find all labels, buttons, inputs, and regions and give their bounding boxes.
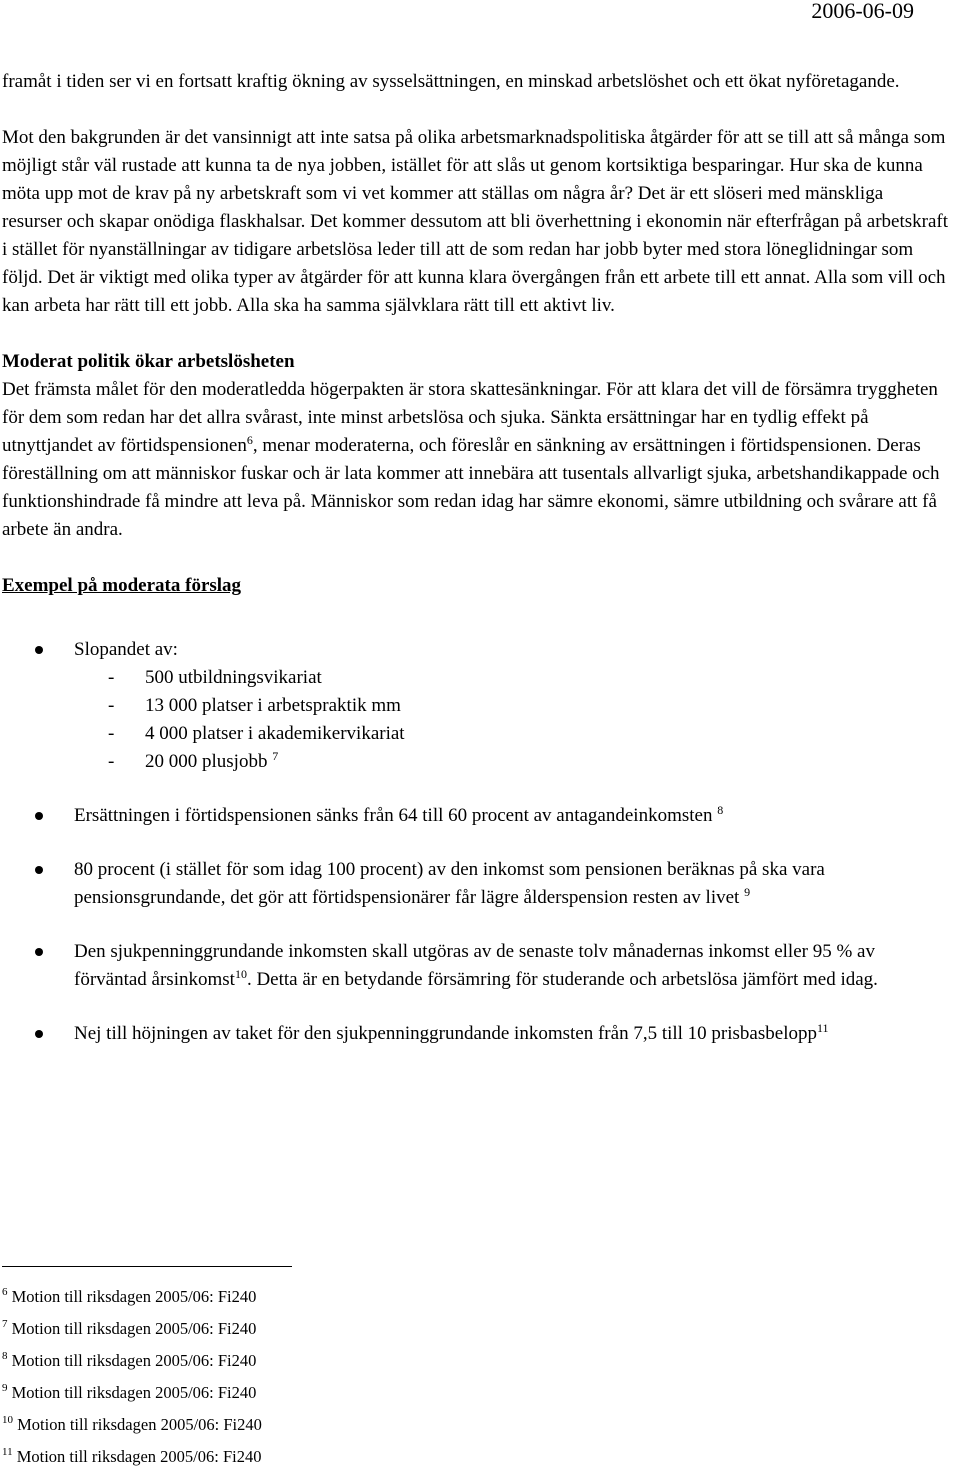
- sub-list-item: [108, 720, 948, 748]
- footnote-text: Motion till riksdagen 2005/06: Fi240: [13, 1415, 262, 1434]
- footnote-number: 6: [2, 1286, 8, 1298]
- sub-list-item: [108, 692, 948, 720]
- footnote: [2, 1351, 262, 1383]
- document-body: [2, 68, 948, 1048]
- list-item-tail: . Detta är en betydande försämring för studerande och arbetslösa jämfört med idag.: [246, 969, 878, 990]
- footnote-ref-8: 8: [717, 803, 724, 817]
- footnote-text: Motion till riksdagen 2005/06: Fi240: [7, 1351, 257, 1370]
- list-item: [2, 802, 948, 830]
- footnote-divider: [2, 1266, 292, 1267]
- footnote: [2, 1287, 262, 1319]
- sub-list-item: [108, 664, 948, 692]
- footnote-number: 9: [2, 1382, 8, 1394]
- footnotes: [2, 1287, 262, 1479]
- footnote-text: Motion till riksdagen 2005/06: Fi240: [7, 1383, 257, 1402]
- bullet-icon: [35, 812, 43, 820]
- footnote-text: Motion till riksdagen 2005/06: Fi240: [7, 1287, 257, 1306]
- footnote-ref-7: 7: [272, 749, 279, 763]
- list-item-text: Ersättningen i förtidspensionen sänks från 64 till 60 procent av antagandeinkomsten: [74, 805, 718, 826]
- paragraph-text-b: , menar moderaterna, och föreslår en sänkning av ersättningen i förtidspensionen. Deras föreställning om att människor fuskar och är lata kommer att innebära att tusentals allvarligt sjuka, arbetshandikappade och funktionshindrade få mindre att leva på. Människor som redan idag har sämre ekonomi, sämre utbildning och svårare att få arbete än andra.: [2, 435, 940, 540]
- intro-paragraph: Mot den bakgrunden är det vansinnigt att inte satsa på olika arbetsmarknadspolitiska åtgärder för att se till att så många som möjligt står väl rustade att kunna ta de nya jobben, istället för att slås ut genom kortsiktiga besparingar. Hur ska de kunna möta upp mot de krav på ny arbetskraft som vi vet kommer att ställas om några år? Det är ett slöseri med mänskliga resurser och skapar onödiga flaskhalsar. Det kommer dessutom att bli överhettning i ekonomin när efterfrågan på arbetskraft i stället för nyanställningar av tidigare arbetslösa leder till att de som redan har jobb byter med stora löneglidningar som följd. Det är viktigt med olika typer av åtgärder för att kunna klara övergången från ett arbete till ett annat. Alla som vill och kan arbeta har rätt till ett jobb. Alla ska ha samma självklara rätt till ett aktivt liv.: [2, 127, 948, 316]
- paragraph-text-a: Det främsta målet för den moderatledda högerpakten är stora skattesänkningar. För att klara det vill de försämra tryggheten för dem som redan har det allra svårast, inte minst arbetslösa och sjuka. Sänkta ersättningar har en tydlig effekt på utnyttjandet av förtidspensionen: [2, 379, 938, 456]
- sub-list-item: [108, 748, 948, 776]
- bullet-icon: [35, 866, 43, 874]
- footnote-number: 8: [2, 1350, 8, 1362]
- list-item-text: Slopandet av:: [74, 639, 178, 660]
- list-item: [2, 636, 948, 776]
- list-item: [2, 938, 948, 994]
- bullet-icon: [35, 646, 43, 654]
- dash-marker: -: [108, 723, 115, 744]
- footnote-ref-9: 9: [744, 885, 751, 899]
- page-date: 2006-06-09: [811, 0, 914, 23]
- intro-continuation: framåt i tiden ser vi en fortsatt kraftig ökning av sysselsättningen, en minskad arbetslöshet och ett ökat nyföretagande.: [2, 71, 900, 92]
- bullet-icon: [35, 948, 43, 956]
- footnote-ref-6: 6: [246, 433, 253, 447]
- section-heading-moderat-politik: Moderat politik ökar arbetslösheten: [2, 351, 295, 372]
- list-item-text: 80 procent (i stället för som idag 100 procent) av den inkomst som pensionen beräknas på ska vara pensionsgrundande, det gör att förtidspensionärer får lägre ålderspension resten av livet: [74, 859, 825, 908]
- footnote-number: 10: [2, 1414, 13, 1426]
- list-item-text: Den sjukpenninggrundande inkomsten skall utgöras av de senaste tolv månadernas inkomst eller 95 % av förväntad årsinkomst: [74, 941, 875, 990]
- footnote: [2, 1447, 262, 1479]
- sub-list-item-text: 4 000 platser i akademikervikariat: [145, 723, 405, 744]
- footnote: [2, 1383, 262, 1415]
- footnote-number: 11: [2, 1446, 13, 1458]
- list-item: [2, 856, 948, 912]
- section-paragraph-moderat-politik: [2, 376, 948, 544]
- bullet-icon: [35, 1030, 43, 1038]
- footnote-number: 7: [2, 1318, 8, 1330]
- sub-list-item-text: 20 000 plusjobb: [145, 751, 273, 772]
- proposal-list: [2, 636, 948, 1048]
- footnote: [2, 1319, 262, 1351]
- footnote: [2, 1415, 262, 1447]
- sub-list-item-text: 500 utbildningsvikariat: [145, 667, 322, 688]
- footnote-ref-11: 11: [816, 1021, 829, 1035]
- footnote-text: Motion till riksdagen 2005/06: Fi240: [12, 1447, 262, 1466]
- sub-list: [74, 664, 948, 776]
- dash-marker: -: [108, 667, 115, 688]
- dash-marker: -: [108, 695, 115, 716]
- dash-marker: -: [108, 751, 115, 772]
- list-item: [2, 1020, 948, 1048]
- footnote-text: Motion till riksdagen 2005/06: Fi240: [7, 1319, 257, 1338]
- sub-list-item-text: 13 000 platser i arbetspraktik mm: [145, 695, 401, 716]
- section-heading-exempel: Exempel på moderata förslag: [2, 575, 242, 596]
- footnote-ref-10: 10: [234, 967, 247, 981]
- list-item-text: Nej till höjningen av taket för den sjukpenninggrundande inkomsten från 7,5 till 10 prisbasbelopp: [74, 1023, 817, 1044]
